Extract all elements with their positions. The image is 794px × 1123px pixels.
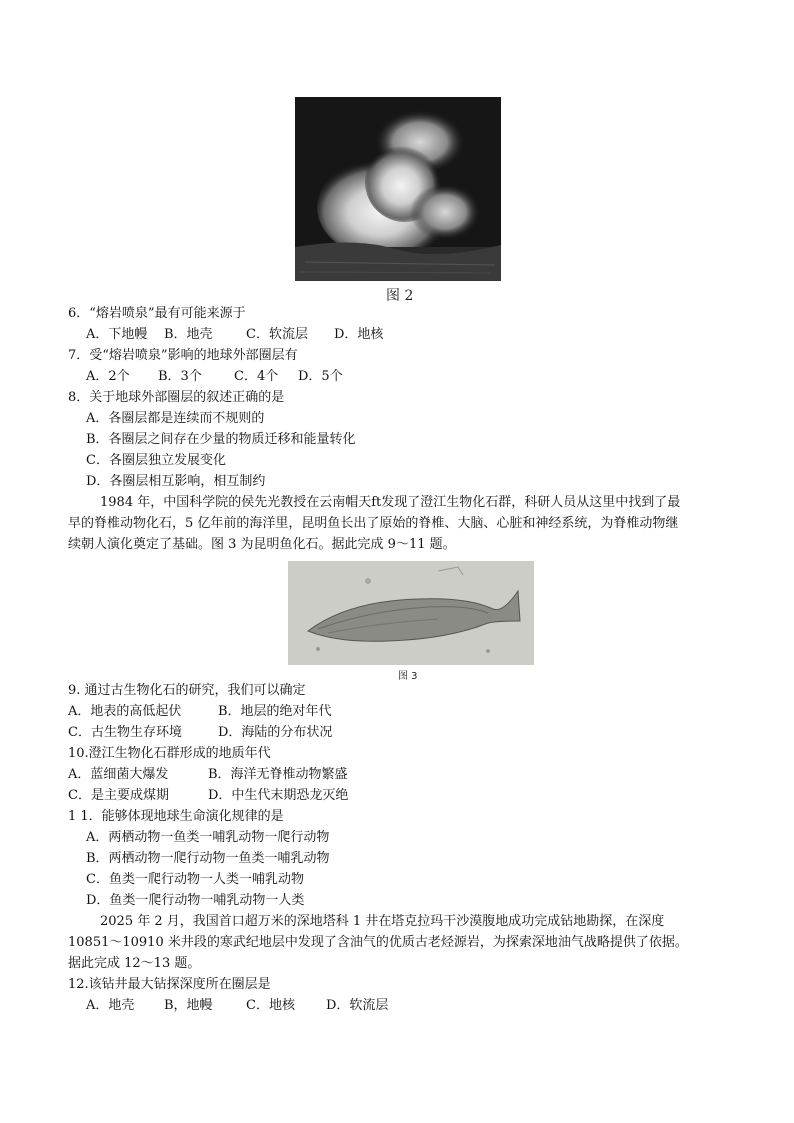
question-7-option-d: D．5个	[298, 369, 343, 384]
figure-3-caption: 图 3	[398, 671, 418, 682]
question-8-option-d: D．各圈层相互影响，相互制约	[86, 474, 266, 489]
question-10-option-c: C．是主要成煤期	[68, 788, 169, 803]
question-12-option-a: A．地壳	[86, 998, 135, 1013]
question-12-stem: 12.该钻井最大钻探深度所在圈层是	[68, 977, 271, 992]
question-6-option-b: B．地壳	[164, 327, 213, 342]
passage-1-line-2: 早的脊椎动物化石，5 亿年前的海洋里，昆明鱼长出了原始的脊椎、大脑、心脏和神经系统，为脊椎动物继	[68, 516, 679, 531]
passage-2-line-2: 10851～10910 米井段的寒武纪地层中发现了含油气的优质古老烃源岩，为探索深地油气战略提供了依据。	[68, 935, 688, 950]
question-12-option-b: B，地幔	[164, 998, 213, 1013]
question-9-option-c: C．古生物生存环境	[68, 725, 182, 740]
question-8-option-b: B．各圈层之间存在少量的物质迁移和能量转化	[86, 432, 356, 447]
question-8-option-a: A．各圈层都是连续而不规则的	[86, 411, 265, 426]
question-6-option-a: A．下地幔	[86, 327, 148, 342]
question-12-option-d: D．软流层	[326, 998, 389, 1013]
question-6-stem: 6．“熔岩喷泉”最有可能来源于	[68, 306, 246, 321]
question-7-option-a: A．2个	[86, 369, 130, 384]
question-12-options	[86, 996, 388, 1016]
question-9-stem: 9. 通过古生物化石的研究，我们可以确定	[68, 683, 306, 698]
question-10-stem: 10.澄江生物化石群形成的地质年代	[68, 746, 271, 761]
question-9-options-row-1	[68, 702, 332, 722]
question-11-option-d: D．鱼类一爬行动物一哺乳动物一人类	[86, 893, 305, 908]
fossil-illustration	[288, 561, 534, 665]
question-11-option-a: A．两栖动物一鱼类一哺乳动物一爬行动物	[86, 830, 330, 845]
lava-fountain-photo	[295, 97, 501, 281]
question-11-option-c: C．鱼类一爬行动物一人类一哺乳动物	[86, 872, 304, 887]
question-10-option-b: B．海洋无脊椎动物繁盛	[208, 767, 348, 782]
question-7-options	[86, 367, 343, 387]
passage-2-line-1: 2025 年 2 月，我国首口超万米的深地塔科 1 井在塔克拉玛干沙漠腹地成功完成钻地勘探，在深度	[100, 914, 665, 929]
passage-2-line-3: 据此完成 12～13 题。	[68, 956, 201, 971]
question-10-option-a: A．蓝细菌大爆发	[68, 767, 169, 782]
question-9-option-b: B．地层的绝对年代	[218, 704, 332, 719]
question-7-option-b: B．3个	[158, 369, 202, 384]
question-8-option-c: C．各圈层独立发展变化	[86, 453, 226, 468]
question-9-options-row-2	[68, 723, 332, 743]
question-9-option-a: A．地表的高低起伏	[68, 704, 182, 719]
passage-1-line-3: 续朝人演化奠定了基础。图 3 为昆明鱼化石。据此完成 9～11 题。	[68, 537, 456, 552]
question-7-stem: 7．受“熔岩喷泉”影响的地球外部圈层有	[68, 348, 298, 363]
question-10-options-row-2	[68, 786, 348, 806]
question-8-stem: 8．关于地球外部圈层的叙述正确的是	[68, 390, 285, 405]
question-11-stem: 1 1．能够体现地球生命演化规律的是	[68, 809, 284, 824]
lava-fountain-illustration	[295, 97, 501, 281]
question-7-option-c: C．4个	[234, 369, 279, 384]
question-10-option-d: D．中生代末期恐龙灭绝	[208, 788, 349, 803]
question-6-option-c: C．软流层	[246, 327, 308, 342]
question-6-options	[86, 325, 383, 345]
question-6-option-d: D．地核	[334, 327, 384, 342]
question-9-option-d: D．海陆的分布状况	[218, 725, 333, 740]
figure-2-caption: 图 2	[386, 288, 414, 304]
question-10-options-row-1	[68, 765, 348, 785]
kunming-fish-fossil-photo	[288, 561, 534, 665]
question-12-option-c: C．地核	[246, 998, 295, 1013]
question-11-option-b: B．两栖动物一爬行动物一鱼类一哺乳动物	[86, 851, 330, 866]
passage-1-line-1: 1984 年，中国科学院的侯先光教授在云南帽天ft发现了澄江生物化石群，科研人员从这里中找到了最	[100, 495, 681, 510]
